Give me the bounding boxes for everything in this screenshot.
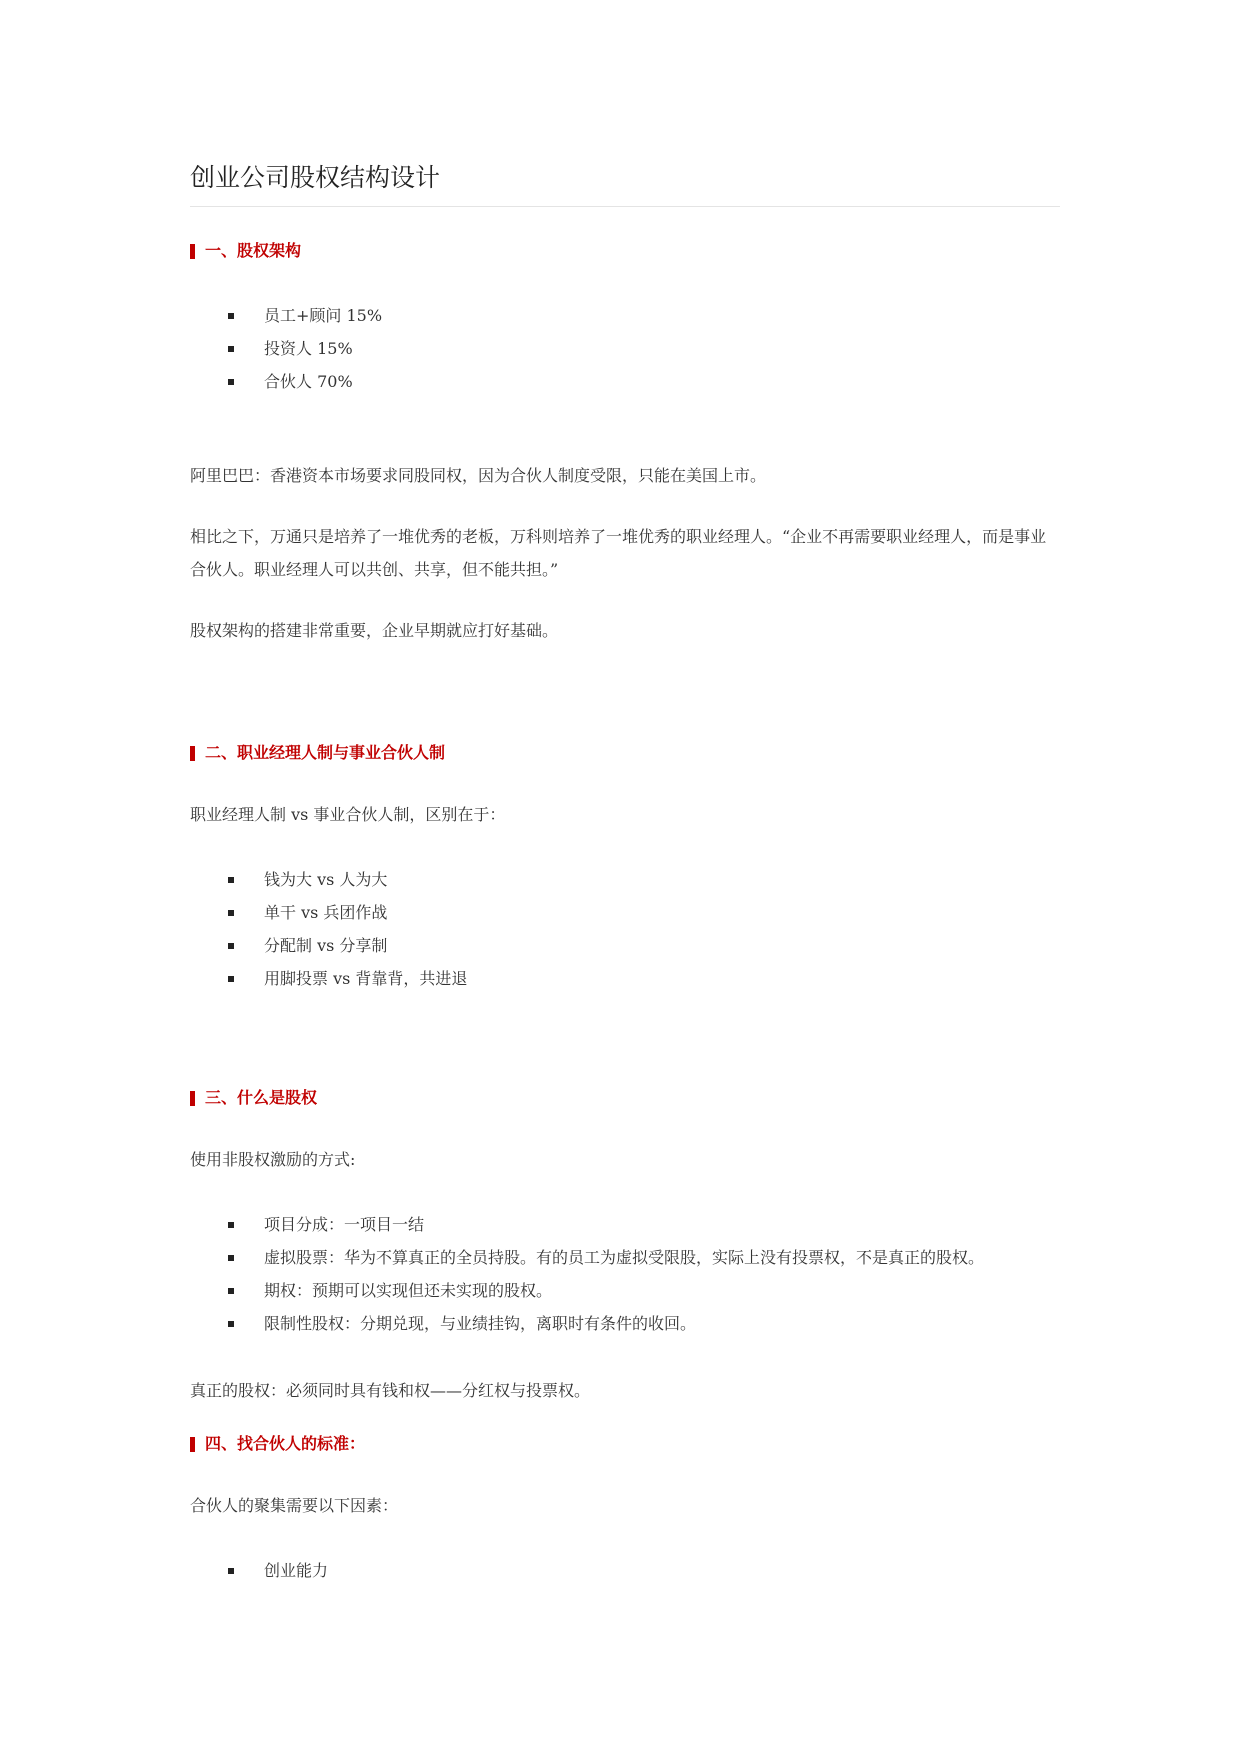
section-heading-3 (190, 1086, 317, 1110)
paragraph: 相比之下，万通只是培养了一堆优秀的老板，万科则培养了一堆优秀的职业经理人。“企业不再需要职业经理人，而是事业合伙人。职业经理人可以共创、共享，但不能共担。” (190, 527, 1047, 579)
square-bullet-icon (228, 1288, 234, 1294)
heading-marker (190, 1437, 195, 1452)
square-bullet-icon (228, 976, 234, 982)
page-title: 创业公司股权结构设计 (190, 163, 441, 192)
square-bullet-icon (228, 379, 234, 385)
heading-marker (190, 1091, 195, 1106)
paragraph: 股权架构的搭建非常重要，企业早期就应打好基础。 (190, 621, 559, 640)
square-bullet-icon (228, 877, 234, 883)
paragraph: 合伙人的聚集需要以下因素： (190, 1496, 399, 1515)
square-bullet-icon (228, 1321, 234, 1327)
section-heading-4 (190, 1432, 365, 1456)
paragraph: 阿里巴巴：香港资本市场要求同股同权，因为合伙人制度受限，只能在美国上市。 (190, 466, 767, 485)
square-bullet-icon (228, 943, 234, 949)
square-bullet-icon (228, 346, 234, 352)
square-bullet-icon (228, 1222, 234, 1228)
paragraph: 职业经理人制 vs 事业合伙人制，区别在于： (190, 805, 506, 824)
section-heading-text: 四、找合伙人的标准： (205, 1434, 366, 1453)
square-bullet-icon (228, 910, 234, 916)
section-heading-2 (190, 741, 445, 765)
heading-marker (190, 746, 195, 761)
section-heading-text: 一、股权架构 (205, 241, 302, 260)
square-bullet-icon (228, 1255, 234, 1261)
section-heading-1 (190, 239, 301, 263)
paragraph: 真正的股权：必须同时具有钱和权——分红权与投票权。 (190, 1381, 591, 1400)
title-divider (190, 206, 1060, 207)
paragraph: 使用非股权激励的方式: (190, 1150, 356, 1169)
section-heading-text: 二、职业经理人制与事业合伙人制 (205, 743, 446, 762)
square-bullet-icon (228, 313, 234, 319)
heading-marker (190, 244, 195, 259)
section-heading-text: 三、什么是股权 (205, 1088, 318, 1107)
square-bullet-icon (228, 1568, 234, 1574)
